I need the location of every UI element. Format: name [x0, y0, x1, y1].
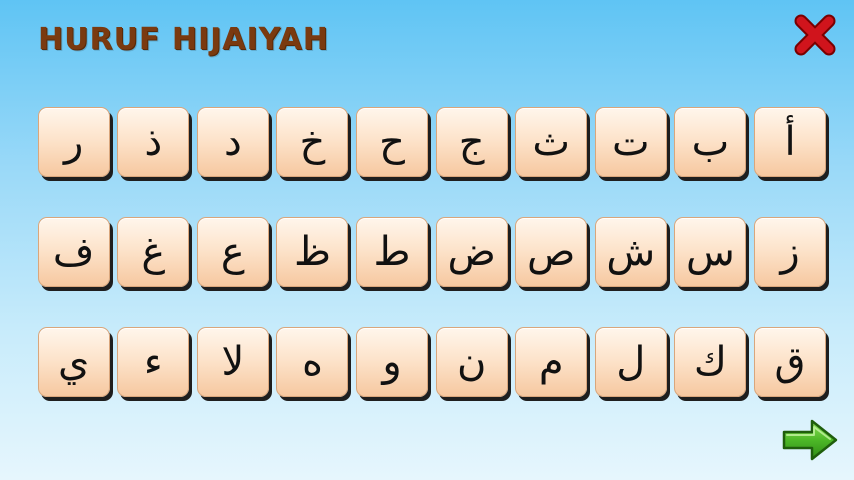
- letter-tile-ha-final[interactable]: [276, 327, 348, 397]
- page-title: HURUF HIJAIYAH: [38, 22, 329, 57]
- letter-tile-dzal[interactable]: [117, 107, 189, 177]
- letter-tile-wau[interactable]: [356, 327, 428, 397]
- next-button[interactable]: [780, 416, 840, 464]
- letter-tile-zai[interactable]: [754, 217, 826, 287]
- letter-label: ف: [52, 229, 95, 275]
- letter-label: أ: [784, 119, 796, 165]
- letter-label: م: [538, 339, 564, 385]
- arrow-right-icon: [780, 416, 840, 464]
- letter-tile-syin[interactable]: [595, 217, 667, 287]
- letter-label: ت: [611, 119, 650, 165]
- letter-label: ح: [379, 119, 405, 165]
- letter-tile-alif[interactable]: [754, 107, 826, 177]
- letter-tile-mim[interactable]: [515, 327, 587, 397]
- close-button[interactable]: [792, 12, 838, 58]
- close-icon: [792, 12, 838, 58]
- letter-label: ب: [691, 119, 730, 165]
- letter-tile-dhad[interactable]: [436, 217, 508, 287]
- letter-label: ظ: [293, 229, 331, 275]
- letter-tile-zha[interactable]: [276, 217, 348, 287]
- letter-label: خ: [299, 119, 326, 165]
- letter-tile-ba[interactable]: [674, 107, 746, 177]
- letter-label: س: [686, 229, 735, 275]
- letter-tile-ain[interactable]: [197, 217, 269, 287]
- letter-label: ن: [456, 339, 487, 385]
- letter-tile-ta[interactable]: [595, 107, 667, 177]
- letter-tile-tsa[interactable]: [515, 107, 587, 177]
- letter-tile-fa[interactable]: [38, 217, 110, 287]
- letter-label: ء: [143, 339, 163, 385]
- letter-label: ذ: [144, 119, 163, 165]
- letter-tile-lam[interactable]: [595, 327, 667, 397]
- letter-tile-nun[interactable]: [436, 327, 508, 397]
- letter-tile-ghain[interactable]: [117, 217, 189, 287]
- letter-tile-ha[interactable]: [356, 107, 428, 177]
- letter-label: ج: [458, 119, 485, 165]
- letter-tile-hamzah[interactable]: [117, 327, 189, 397]
- letter-tile-sin[interactable]: [674, 217, 746, 287]
- letter-tile-lam-alif[interactable]: [197, 327, 269, 397]
- letter-label: د: [223, 119, 242, 165]
- letter-label: ض: [447, 229, 496, 275]
- letter-label: لا: [221, 339, 245, 385]
- letter-tile-kaf[interactable]: [674, 327, 746, 397]
- letter-label: ي: [58, 339, 90, 385]
- letter-tile-dal[interactable]: [197, 107, 269, 177]
- letter-tile-tha[interactable]: [356, 217, 428, 287]
- letter-tile-kha[interactable]: [276, 107, 348, 177]
- letter-label: ش: [606, 229, 656, 275]
- letter-tile-shad[interactable]: [515, 217, 587, 287]
- letter-label: غ: [141, 229, 166, 275]
- letter-tile-ra[interactable]: [38, 107, 110, 177]
- letter-label: ر: [64, 119, 84, 165]
- letter-label: ل: [616, 339, 646, 385]
- letter-label: ص: [527, 229, 576, 275]
- letter-label: ط: [373, 229, 411, 275]
- letter-label: ع: [220, 229, 245, 275]
- letter-tile-ya[interactable]: [38, 327, 110, 397]
- letter-label: ك: [693, 339, 727, 385]
- letter-label: ث: [532, 119, 571, 165]
- letter-label: ز: [780, 229, 800, 275]
- letter-grid: [37, 107, 826, 397]
- letter-tile-jim[interactable]: [436, 107, 508, 177]
- letter-label: و: [382, 339, 402, 385]
- letter-label: ق: [774, 339, 806, 385]
- letter-label: ه: [301, 339, 323, 385]
- letter-tile-qaf[interactable]: [754, 327, 826, 397]
